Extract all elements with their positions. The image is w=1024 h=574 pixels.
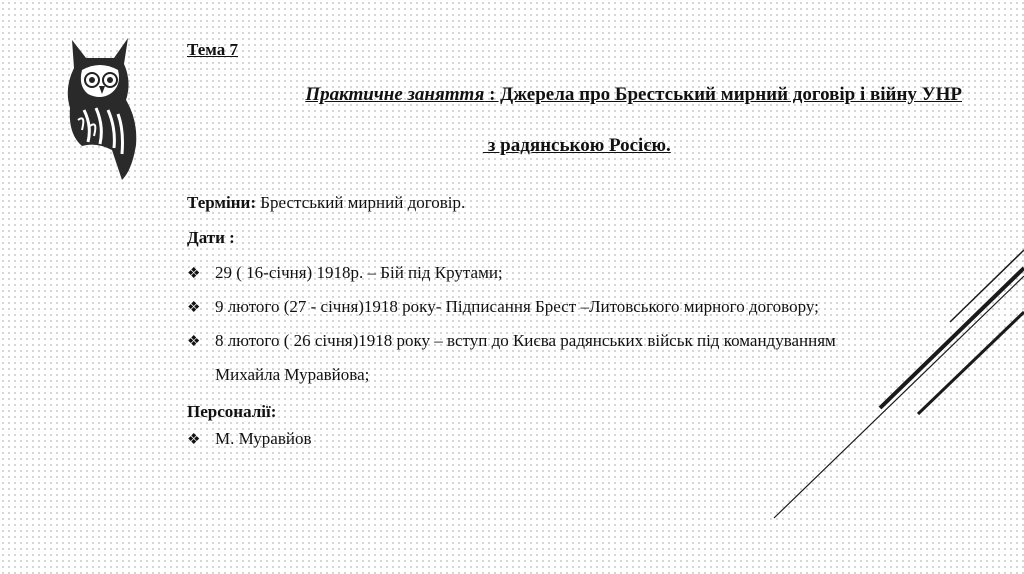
bullet-icon: ❖ <box>187 432 201 448</box>
bullet-icon: ❖ <box>187 300 201 316</box>
date-item-continuation: Михайла Муравйова; <box>215 365 370 384</box>
topic-label: Тема 7 <box>187 40 238 59</box>
dates-label: Дати : <box>187 228 235 247</box>
title-line-2: з радянською Росією. <box>483 135 671 156</box>
persons-label: Персоналії: <box>187 402 277 421</box>
bullet-icon: ❖ <box>187 266 201 282</box>
bullet-icon: ❖ <box>187 334 201 350</box>
terms-label: Терміни: <box>187 193 256 212</box>
date-item: ❖ 29 ( 16-січня) 1918р. – Бій під Крутами; <box>187 263 503 282</box>
title-italic: Практичне заняття <box>305 84 485 105</box>
person-item: ❖ М. Муравйов <box>187 429 312 448</box>
date-item: ❖ 9 лютого (27 - січня)1918 року- Підписання Брест –Литовського мирного договору; <box>187 297 819 316</box>
date-item: ❖ 8 лютого ( 26 січня)1918 року – вступ до Києва радянських військ під командуванням <box>187 331 836 350</box>
terms-text: Брестський мирний договір. <box>256 193 466 212</box>
title-rest: : Джерела про Брестський мирний договір і війну УНР <box>484 84 962 105</box>
